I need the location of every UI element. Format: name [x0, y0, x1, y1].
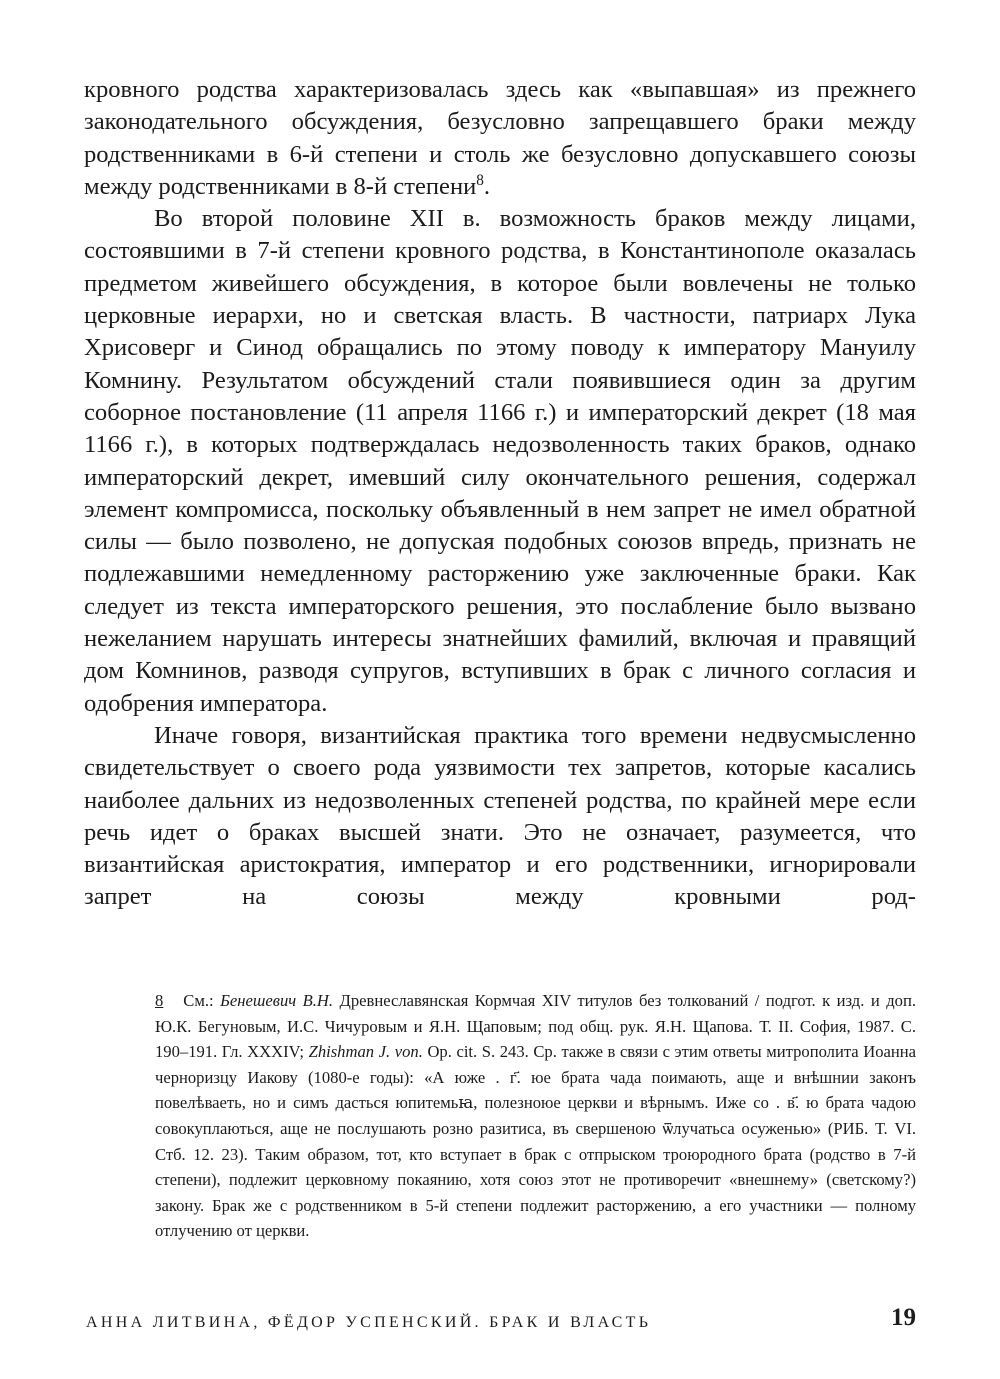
paragraph-2: Во второй половине XII в. возможность браков между лицами, состоявшими в 7-й степени кровного родства, в Константинополе оказалась предметом живейшего обсуждения, в которое были вовлечены не только церковные иерархи, но и светская власть. В частности, патриарх Лука Хрисоверг и Синод обращались по этому поводу к императору Мануилу Комнину. Результатом обсуждений стали появившиеся один за другим соборное постановление (11 апреля 1166 г.) и императорский декрет (18 мая 1166 г.), в которых подтверждалась недозволенность таких браков, однако императорский декрет, имевший силу окончательного решения, содержал элемент компромисса, поскольку объявленный в нем запрет не имел обратной силы — было позволено, не допуская подобных союзов впредь, признать не подлежавшими немедленному расторжению уже заключенные браки. Как следует из текста императорского решения, это послабление было вызвано нежеланием нарушать интересы знатнейших фамилий, включая и правящий дом Комнинов, разводя супругов, вступивших в брак с личного согласия и одобрения императора. — [84, 205, 916, 717]
main-text — [84, 74, 916, 914]
footnote-reference: 8 — [476, 171, 484, 189]
paragraph-1-text: кровного родства характеризовалась здесь как «выпавшая» из прежнего законодательного обсуждения, безусловно запрещавшего браки между родственниками в 6-й степени и столь же безусловно допускавшего союзы между родственниками в 8-й степени — [84, 76, 916, 200]
footnote-author-2: Zhishman J. von. — [308, 1042, 423, 1062]
paragraph-3: Иначе говоря, византийская практика того времени недвусмысленно свидетельствует о своего рода уязвимости тех запретов, которые касались наиболее дальних из недозволенных степеней родства, по крайней мере если речь идет о браках высшей знати. Это не означает, разумеется, что византийская аристократия, император и его родственники, игнорировали запрет на союзы между кровными род- — [84, 721, 916, 911]
footnote-text-1: См.: — [183, 991, 221, 1010]
footnote-text-3: Op. cit. S. 243. Ср. также в связи с этим ответы митрополита Иоанна черноризцу Иакову (1080-е годы): «А юже . г҃. юе брата чада поимають, аще и внѣшнии законъ повелѣваеть, но и симъ дасться юпитемьꙗ, полезноюе церкви и вѣрнымъ. Иже со . в҃. ю брата чадою совокуплаються, аще не послушають розно разитиса, въ свершеною ѿлучатьса осуженью» (РИБ. Т. VI. Стб. 12. 23). Таким образом, тот, кто вступает в брак с отпрыском троюродного брата (родство в 7-й степени), подлежит церковному покаянию, хотя союз этот не противоречит «внешнему» (светскому?) закону. Брак же с родственником в 5-й степени подлежит расторжению, а его участники — полному отлучению от церкви. — [155, 1042, 916, 1241]
page-number: 19 — [891, 1304, 916, 1331]
footnotes — [155, 988, 916, 1244]
paragraph-1 — [84, 74, 916, 203]
footnote-author-1: Бенешевич В.Н. — [220, 991, 334, 1010]
running-head: АННА ЛИТВИНА, ФЁДОР УСПЕНСКИЙ. БРАК И ВЛАСТЬ — [86, 1314, 652, 1331]
footnote-number: 8 — [155, 991, 164, 1010]
footnote-8 — [155, 988, 916, 1244]
paragraph-1-end: . — [483, 172, 491, 200]
footnote-text-2: Древнеславянская Кормчая XIV титулов без толкований / подгот. к изд. и доп. Ю.К. Бегуновым, И.С. Чичуровым и Я.Н. Щаповым; под общ. рук. Я.Н. Щапова. Т. II. София, 1987. С. 190–191. Гл. XXXIV; — [155, 991, 916, 1062]
